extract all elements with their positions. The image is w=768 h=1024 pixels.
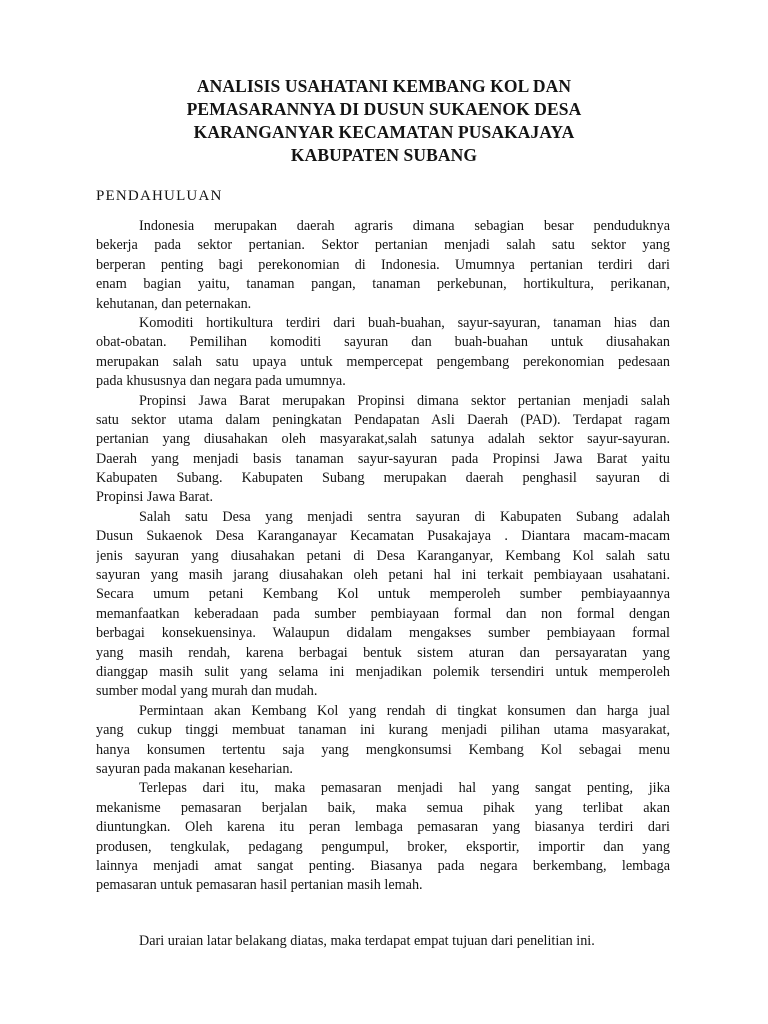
paragraph-line: diuntungkan. Oleh karena itu peran lembaga pemasaran yang biasanya terdiri dari xyxy=(96,819,670,836)
closing-paragraph xyxy=(96,932,670,951)
paragraph-line: Daerah yang menjadi basis tanaman sayur-sayuran pada Propinsi Jawa Barat yaitu xyxy=(96,450,670,467)
paragraph-line: kehutanan, dan peternakan. xyxy=(96,295,252,312)
paragraph-line: bekerja pada sektor pertanian. Sektor pertanian menjadi salah satu sektor yang xyxy=(96,237,670,254)
paragraph xyxy=(96,508,670,702)
paragraph xyxy=(96,779,670,895)
title-line: ANALISIS USAHATANI KEMBANG KOL DAN xyxy=(196,76,572,96)
title-line: PEMASARANNYA DI DUSUN SUKAENOK DESA xyxy=(186,99,582,119)
paragraph-line: pemasaran untuk pemasaran hasil pertanian masih lemah. xyxy=(96,877,423,894)
paragraph xyxy=(96,217,670,314)
paragraph-line: dianggap masih sulit yang selama ini menjadikan polemik tersendiri untuk memperoleh xyxy=(96,663,670,680)
paragraph-line: mekanisme pemasaran berjalan baik, maka semua pihak yang terlibat akan xyxy=(96,799,670,816)
paragraph-line: Dusun Sukaenok Desa Karanganayar Kecamatan Pusakajaya . Diantara macam-macam xyxy=(96,528,670,545)
paragraph-line: yang masih rendah, karena berbagai bentuk sistem aturan dan persayaratan yang xyxy=(96,644,670,661)
paragraph-line: sayuran yang masih jarang diusahakan oleh petani hal ini terkait pembiayaan usahatani. xyxy=(96,567,670,584)
paragraph-line: satu sektor utama dalam peningkatan Pendapatan Asli Daerah (PAD). Terdapat ragam xyxy=(96,411,670,428)
paragraph-line: Terlepas dari itu, maka pemasaran menjadi hal yang sangat penting, jika xyxy=(139,780,670,797)
title-line: KARANGANYAR KECAMATAN PUSAKAJAYA xyxy=(193,122,575,142)
paragraph-line: pada khususnya dan negara pada umumnya. xyxy=(96,373,346,390)
body-text xyxy=(96,217,670,896)
paragraph xyxy=(96,392,670,508)
paragraph-line: lainnya menjadi amat sangat penting. Biasanya pada negara berkembang, lembaga xyxy=(96,857,670,874)
paragraph-line: jenis sayuran yang diusahakan petani di Desa Karanganyar, Kembang Kol salah satu xyxy=(96,547,670,564)
paragraph-line: Permintaan akan Kembang Kol yang rendah di tingkat konsumen dan harga jual xyxy=(139,702,670,719)
paragraph-line: merupakan salah satu upaya untuk mempercepat pengembang perekonomian pedesaan xyxy=(96,353,670,370)
paragraph xyxy=(96,314,670,392)
paragraph-line: Secara umum petani Kembang Kol untuk memperoleh sumber pembiayaannya xyxy=(96,586,670,603)
paragraph-line: Dari uraian latar belakang diatas, maka terdapat empat tujuan dari penelitian ini. xyxy=(139,933,595,949)
paragraph-line: obat-obatan. Pemilihan komoditi sayuran dan buah-buahan untuk diusahakan xyxy=(96,334,670,351)
paragraph xyxy=(96,702,670,780)
paragraph-line: Propinsi Jawa Barat merupakan Propinsi dimana sektor pertanian menjadi salah xyxy=(139,392,670,409)
document-title xyxy=(96,75,672,167)
title-line: KABUPATEN SUBANG xyxy=(290,145,478,165)
section-heading: PENDAHULUAN xyxy=(96,188,223,204)
paragraph-line: Propinsi Jawa Barat. xyxy=(96,489,214,506)
paragraph-line: produsen, tengkulak, pedagang pengumpul, broker, eksportir, importir dan yang xyxy=(96,838,670,855)
paragraph-line: Salah satu Desa yang menjadi sentra sayuran di Kabupaten Subang adalah xyxy=(139,508,670,525)
paragraph-line: berbagai konsekuensinya. Walaupun didalam mengakses sumber pembiayaan formal xyxy=(96,625,670,642)
paragraph-line: Indonesia merupakan daerah agraris dimana sebagian besar penduduknya xyxy=(139,218,670,234)
paragraph-line: Komoditi hortikultura terdiri dari buah-buahan, sayur-sayuran, tanaman hias dan xyxy=(139,314,670,331)
paragraph-line: pertanian yang diusahakan oleh masyarakat,salah satunya adalah sektor sayur-sayuran. xyxy=(96,431,670,448)
paragraph-line: hanya konsumen tertentu saja yang mengkonsumsi Kembang Kol sebagai menu xyxy=(96,741,670,758)
paragraph-line: Kabupaten Subang. Kabupaten Subang merupakan daerah penghasil sayuran di xyxy=(96,470,670,487)
paragraph-line: enam bagian yaitu, tanaman pangan, tanaman perkebunan, hortikultura, perikanan, xyxy=(96,276,670,293)
paragraph-line: sumber modal yang murah dan mudah. xyxy=(96,683,318,700)
paragraph-line: sayuran pada makanan keseharian. xyxy=(96,760,293,777)
paragraph-line: memanfaatkan keberadaan pada sumber pembiayaan formal dan non formal dengan xyxy=(96,605,670,622)
paragraph-line: berperan penting bagi perekonomian di Indonesia. Umumnya pertanian terdiri dari xyxy=(96,256,670,273)
paragraph-line: yang cukup tinggi membuat tanaman ini kurang menjadi pilihan utama masyarakat, xyxy=(96,722,670,739)
